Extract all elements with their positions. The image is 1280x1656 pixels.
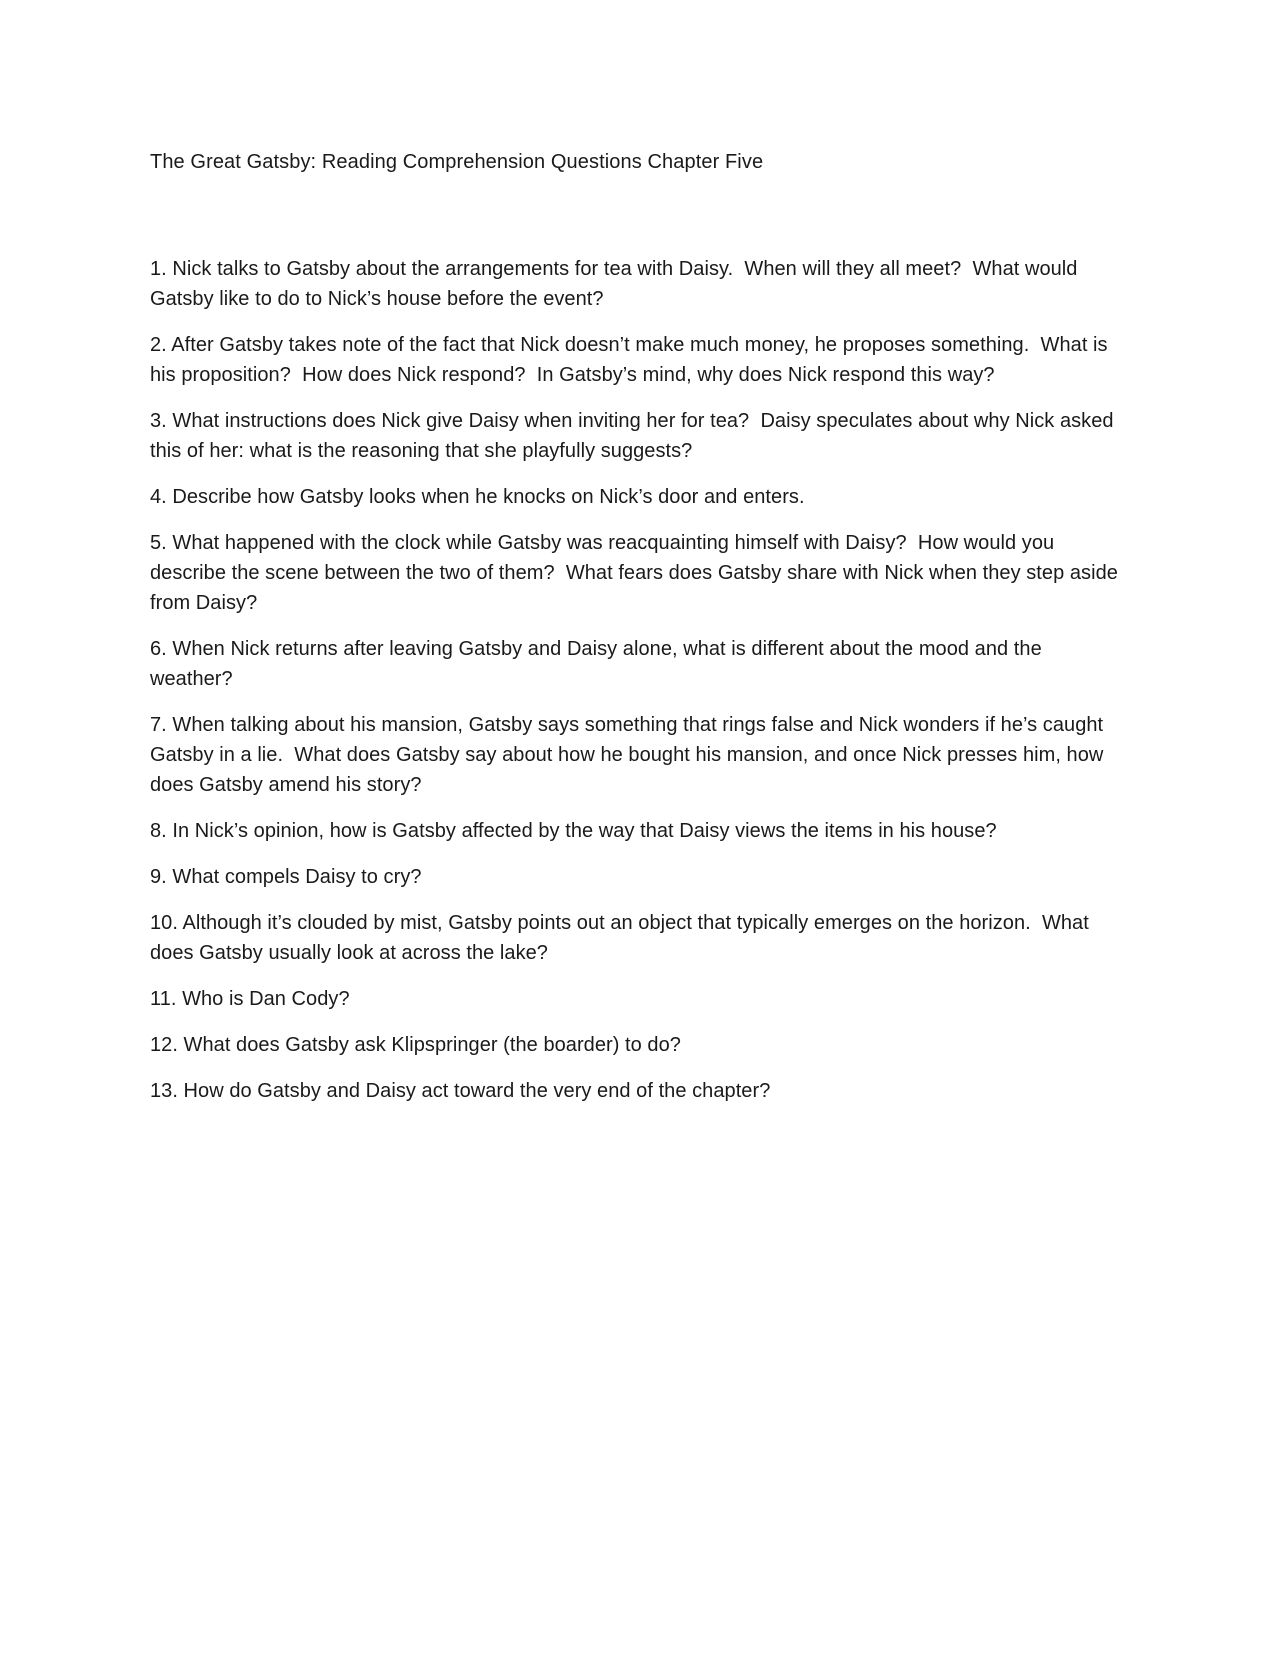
document-page [150,148,1130,1122]
question-7: 7. When talking about his mansion, Gatsby says something that rings false and Nick wonders if he’s caught Gatsby in a lie. What does Gatsby say about how he bought his mansion, and once Nick presses him, how does Gatsby amend his story? [150,714,1109,796]
question-13: 13. How do Gatsby and Daisy act toward the very end of the chapter? [150,1080,771,1102]
question-6: 6. When Nick returns after leaving Gatsby and Daisy alone, what is different about the mood and the weather? [150,638,1048,690]
question-2: 2. After Gatsby takes note of the fact that Nick doesn’t make much money, he proposes something. What is his proposition? How does Nick respond? In Gatsby’s mind, why does Nick respond this way? [150,334,1114,386]
question-3: 3. What instructions does Nick give Daisy when inviting her for tea? Daisy speculates about why Nick asked this of her: what is the reasoning that she playfully suggests? [150,410,1120,462]
question-12: 12. What does Gatsby ask Klipspringer (the boarder) to do? [150,1034,681,1056]
question-1: 1. Nick talks to Gatsby about the arrangements for tea with Daisy. When will they all meet? What would Gatsby like to do to Nick’s house before the event? [150,258,1084,310]
question-4: 4. Describe how Gatsby looks when he knocks on Nick’s door and enters. [150,486,805,508]
document-title: The Great Gatsby: Reading Comprehension Questions Chapter Five [150,151,764,173]
question-list [150,254,1130,1106]
question-10: 10. Although it’s clouded by mist, Gatsby points out an object that typically emerges on the horizon. What does Gatsby usually look at across the lake? [150,912,1095,964]
question-5: 5. What happened with the clock while Gatsby was reacquainting himself with Daisy? How would you describe the scene between the two of them? What fears does Gatsby share with Nick when they step aside from Daisy? [150,532,1124,614]
question-8: 8. In Nick’s opinion, how is Gatsby affected by the way that Daisy views the items in his house? [150,820,997,842]
question-11: 11. Who is Dan Cody? [150,988,350,1010]
question-9: 9. What compels Daisy to cry? [150,866,422,888]
